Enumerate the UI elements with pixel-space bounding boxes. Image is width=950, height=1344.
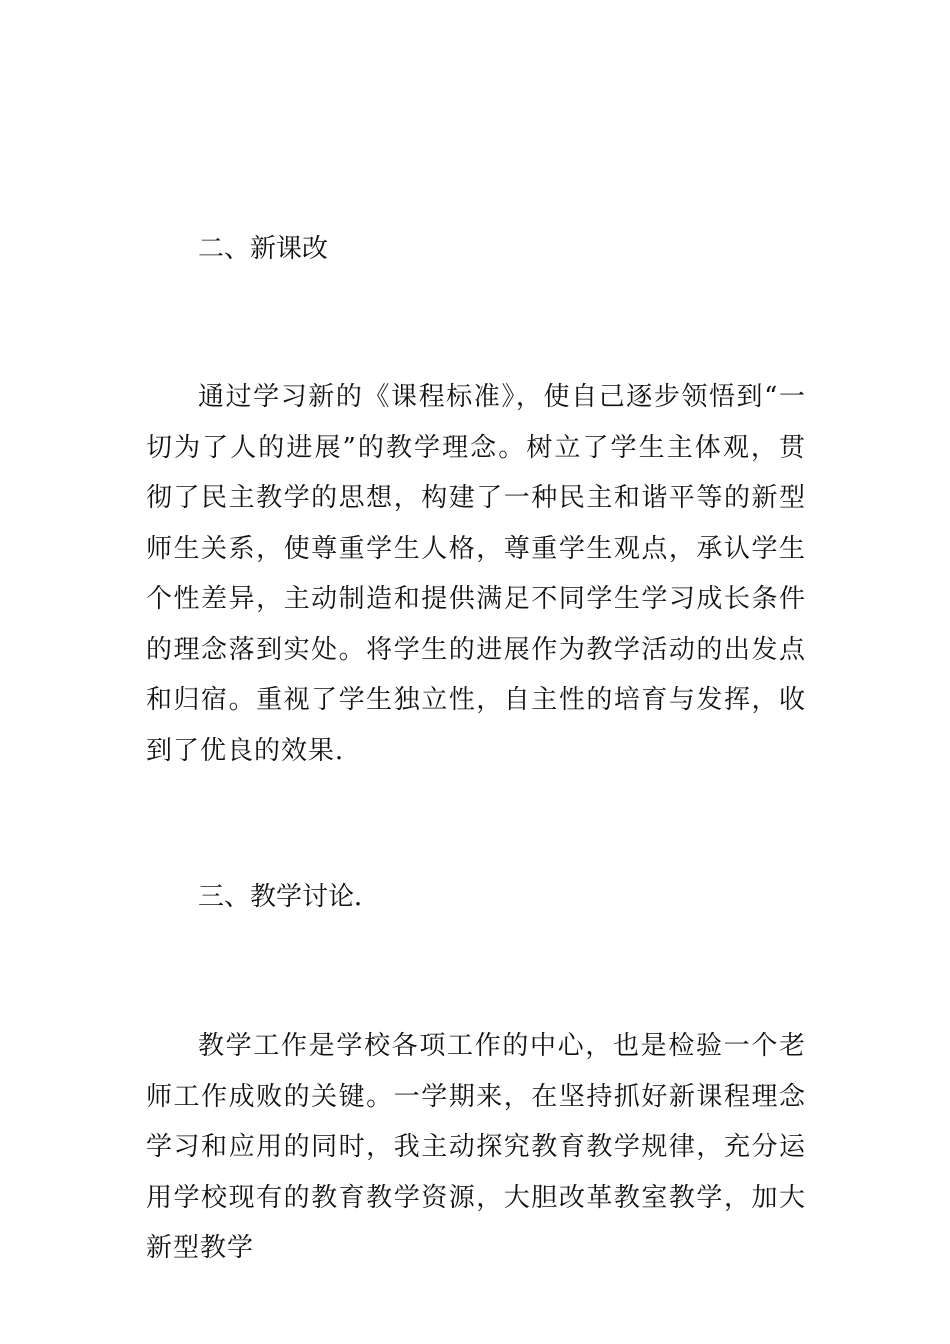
section-paragraph-new-curriculum-reform: 通过学习新的《课程标准》，使自己逐步领悟到“一切为了人的进展”的教学理念。树立了学生主体观，贯彻了民主教学的思想，构建了一种民主和谐平等的新型师生关系，使尊重学生人格，尊重学生观点，承认学生个性差异，主动制造和提供满足不同学生学习成长条件的理念落到实处。将学生的进展作为教学活动的出发点和归宿。重视了学生独立性，自主性的培育与发挥，收到了优良的效果． — [146, 382, 806, 766]
section-heading-teaching-discussion: 三、教学讨论． — [198, 882, 381, 912]
section-paragraph-teaching-discussion: 教学工作是学校各项工作的中心，也是检验一个老师工作成败的关键。一学期来，在坚持抓好新课程理念学习和应用的同时，我主动探究教育教学规律，充分运用学校现有的教育教学资源，大胆改革教室教学，加大新型教学 — [146, 1031, 806, 1263]
section-heading-new-curriculum-reform: 二、新课改 — [198, 234, 329, 264]
